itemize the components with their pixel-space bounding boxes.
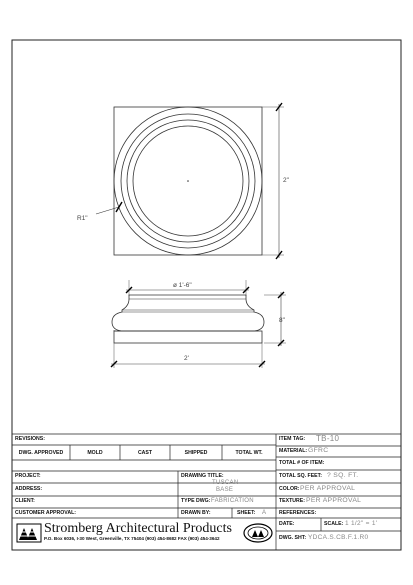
radius-tick — [116, 202, 122, 212]
total-sqft-label: TOTAL SQ. FEET: — [279, 473, 322, 479]
revisions-label: REVISIONS: — [15, 436, 45, 442]
client-label: CLIENT: — [15, 498, 35, 504]
dwg-sheet-value: YDCA.S.CB.F.1.R0 — [308, 534, 369, 541]
texture-label: TEXTURE: — [279, 498, 305, 504]
dim-width-bottom-label: 2' — [184, 355, 189, 362]
scale-label: SCALE: — [324, 521, 344, 527]
scale-value: 1 1/2" = 1' — [345, 520, 378, 527]
company-name: Stromberg Architectural Products — [44, 521, 232, 536]
item-tag-value: TB-10 — [316, 434, 340, 443]
approval-total-wt: TOTAL WT. — [235, 450, 263, 456]
type-dwg-value: FABRICATION — [211, 498, 254, 504]
dim-radius-label: R1" — [77, 215, 88, 222]
material-value: GFRC — [308, 447, 329, 454]
references-label: REFERENCES: — [279, 510, 317, 516]
total-sqft-value: ? SQ. FT. — [327, 472, 359, 479]
elevation-view — [111, 280, 286, 368]
base-profile-outline — [112, 295, 264, 331]
drawing-title-line2: BASE — [216, 487, 234, 493]
color-value: PER APPROVAL — [300, 485, 356, 492]
dim-width-top-label: 2" — [283, 177, 289, 184]
sheet-label: SHEET: — [237, 510, 256, 516]
color-label: COLOR: — [279, 486, 300, 492]
date-label: DATE: — [279, 521, 295, 527]
drawn-by-label: DRAWN BY: — [181, 510, 211, 516]
dim-height-label: 8" — [279, 317, 285, 324]
plan-view — [96, 103, 284, 259]
customer-approval-label: CUSTOMER APPROVAL: — [15, 510, 77, 516]
sheet-value: A — [262, 510, 267, 516]
center-point — [187, 180, 189, 182]
drawing-title-label: DRAWING TITLE: — [181, 473, 224, 479]
item-tag-label: ITEM TAG: — [279, 436, 306, 442]
type-dwg-label: TYPE DWG: — [181, 498, 211, 504]
approval-shipped: SHIPPED — [184, 450, 208, 456]
material-label: MATERIAL: — [279, 448, 308, 454]
stromberg-logo-left — [17, 524, 41, 542]
project-label: PROJECT: — [15, 473, 41, 479]
texture-value: PER APPROVAL — [306, 497, 362, 504]
plinth-block — [114, 331, 262, 343]
address-label: ADDRESS: — [15, 486, 43, 492]
radius-leader — [96, 207, 119, 214]
dim-diameter-label: ø 1'-6" — [173, 282, 192, 289]
approval-cast: CAST — [137, 450, 153, 456]
stromberg-logo-right — [244, 524, 272, 542]
drawing-title-line1: TUSCAN — [212, 480, 239, 486]
dwg-sheet-label: DWG. SHT: — [279, 535, 307, 541]
company-address: P.O. Box 6036, I-30 West, Greenville, TX 75404 (903) 454-8682 FAX (903) 454-3642 — [44, 536, 220, 541]
approval-mold: MOLD — [87, 450, 103, 456]
total-items-label: TOTAL # OF ITEM: — [279, 460, 325, 466]
approval-dwg-approved: DWG. APPROVED — [18, 450, 64, 456]
